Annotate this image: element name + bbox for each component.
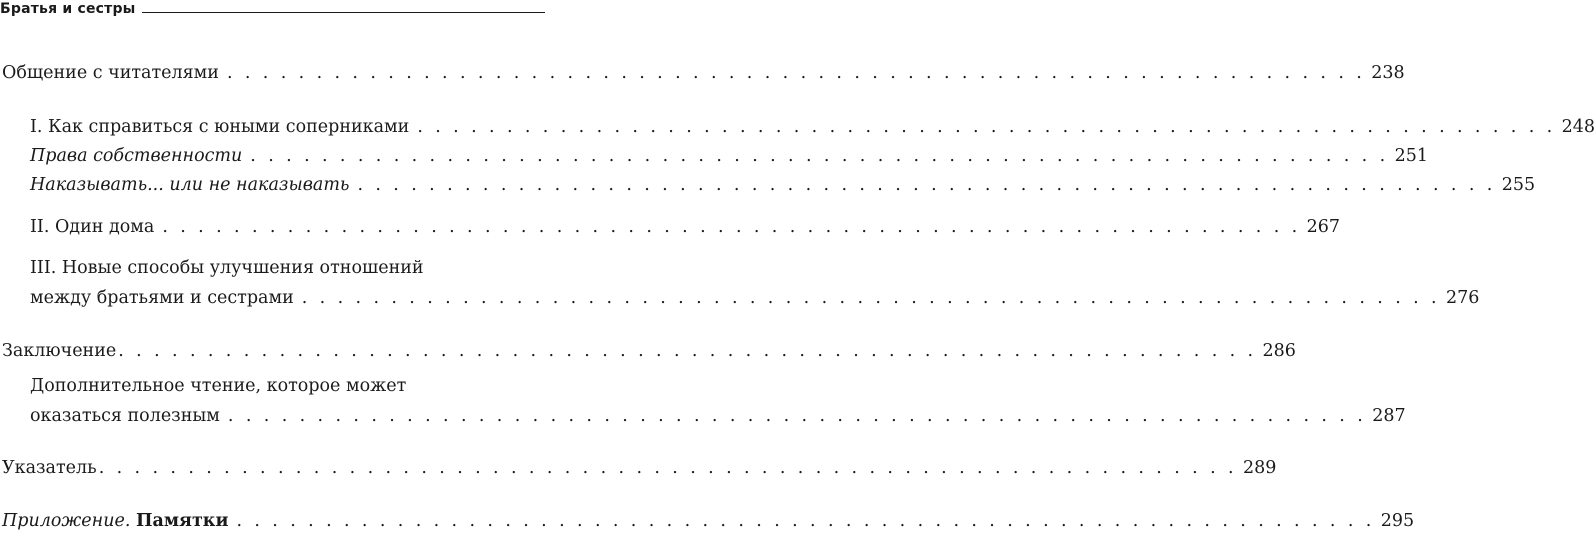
dot-leader: . . . . . . . . . . . . . . . . . . . . . . . . . . . . . . . . . . . . . . . . . . . . . . . . . . . . . . . . . . . . . . . .	[98, 458, 1237, 478]
toc-page-number: 287	[1372, 406, 1406, 426]
toc-entry-alone[interactable]	[30, 216, 1341, 238]
toc-entry-label: II. Один дома	[30, 217, 155, 237]
dot-leader: . . . . . . . . . . . . . . . . . . . . . . . . . . . . . . . . . . . . . . . . . . . . . . . . . . . . . . . . . . . . . . . .	[236, 511, 1375, 531]
running-header-title: Братья и сестры	[0, 1, 136, 17]
toc-entry-rivals[interactable]	[30, 116, 1595, 138]
toc-entry-reading[interactable]	[30, 405, 1406, 427]
toc-page-number: 248	[1561, 117, 1595, 137]
dot-leader: . . . . . . . . . . . . . . . . . . . . . . . . . . . . . . . . . . . . . . . . . . . . . . . . . . . . . . . . . . . . . . . .	[226, 63, 1366, 83]
toc-page-number: 251	[1394, 146, 1428, 166]
dot-leader: . . . . . . . . . . . . . . . . . . . . . . . . . . . . . . . . . . . . . . . . . . . . . . . . . . . . . . . . . . . . . . . .	[162, 217, 1301, 237]
dot-leader: . . . . . . . . . . . . . . . . . . . . . . . . . . . . . . . . . . . . . . . . . . . . . . . . . . . . . . . . . . . . . . . .	[357, 175, 1496, 195]
toc-entry-label: Наказывать... или не наказывать	[30, 175, 350, 195]
dot-leader: . . . . . . . . . . . . . . . . . . . . . . . . . . . . . . . . . . . . . . . . . . . . . . . . . . . . . . . . . . . . . . . .	[250, 146, 1389, 166]
header-rule	[142, 12, 545, 13]
toc-page-number: 238	[1371, 63, 1405, 83]
toc-page-number: 286	[1262, 341, 1296, 361]
dot-leader: . . . . . . . . . . . . . . . . . . . . . . . . . . . . . . . . . . . . . . . . . . . . . . . . . . . . . . . . . . . . . . . .	[227, 406, 1367, 426]
toc-page-number: 295	[1380, 511, 1415, 531]
dot-leader: . . . . . . . . . . . . . . . . . . . . . . . . . . . . . . . . . . . . . . . . . . . . . . . . . . . . . . . . . . . . . . . .	[417, 117, 1556, 137]
toc-entry-appendix[interactable]	[2, 510, 1415, 532]
toc-entry-punish[interactable]	[30, 174, 1536, 196]
running-header	[0, 0, 545, 18]
toc-page-number: 267	[1306, 217, 1341, 237]
toc-entry-label: между братьями и сестрами	[30, 288, 294, 308]
toc-entry-label: Заключение	[2, 341, 117, 361]
toc-entry-label: Указатель	[2, 458, 97, 478]
toc-entry-label: Общение с читателями	[2, 63, 219, 83]
appendix-label-italic: Приложение.	[2, 511, 131, 531]
toc-entry-reading-line1: Дополнительное чтение, которое может	[30, 376, 407, 396]
appendix-label-bold: Памятки	[135, 511, 229, 531]
toc-page-number: 276	[1446, 288, 1480, 308]
toc-entry-label: Права собственности	[30, 146, 243, 166]
dot-leader: . . . . . . . . . . . . . . . . . . . . . . . . . . . . . . . . . . . . . . . . . . . . . . . . . . . . . . . . . . . . . . . .	[301, 288, 1441, 308]
dot-leader: . . . . . . . . . . . . . . . . . . . . . . . . . . . . . . . . . . . . . . . . . . . . . . . . . . . . . . . . . . . . . . . .	[118, 341, 1257, 361]
toc-entry-new-ways[interactable]	[30, 287, 1480, 309]
toc-entry-index[interactable]	[2, 457, 1277, 479]
toc-entry-talks[interactable]	[2, 62, 1405, 84]
toc-entry-label: I. Как справиться с юными соперниками	[30, 117, 410, 137]
toc-entry-label: оказаться полезным	[30, 406, 220, 426]
toc-page-number: 289	[1242, 458, 1277, 478]
toc-page-number: 255	[1501, 175, 1536, 195]
toc-entry-property[interactable]	[30, 145, 1428, 167]
toc-entry-conclusion[interactable]	[2, 340, 1296, 362]
toc-entry-label	[2, 510, 228, 532]
toc-entry-new-ways-line1: III. Новые способы улучшения отношений	[30, 258, 424, 278]
